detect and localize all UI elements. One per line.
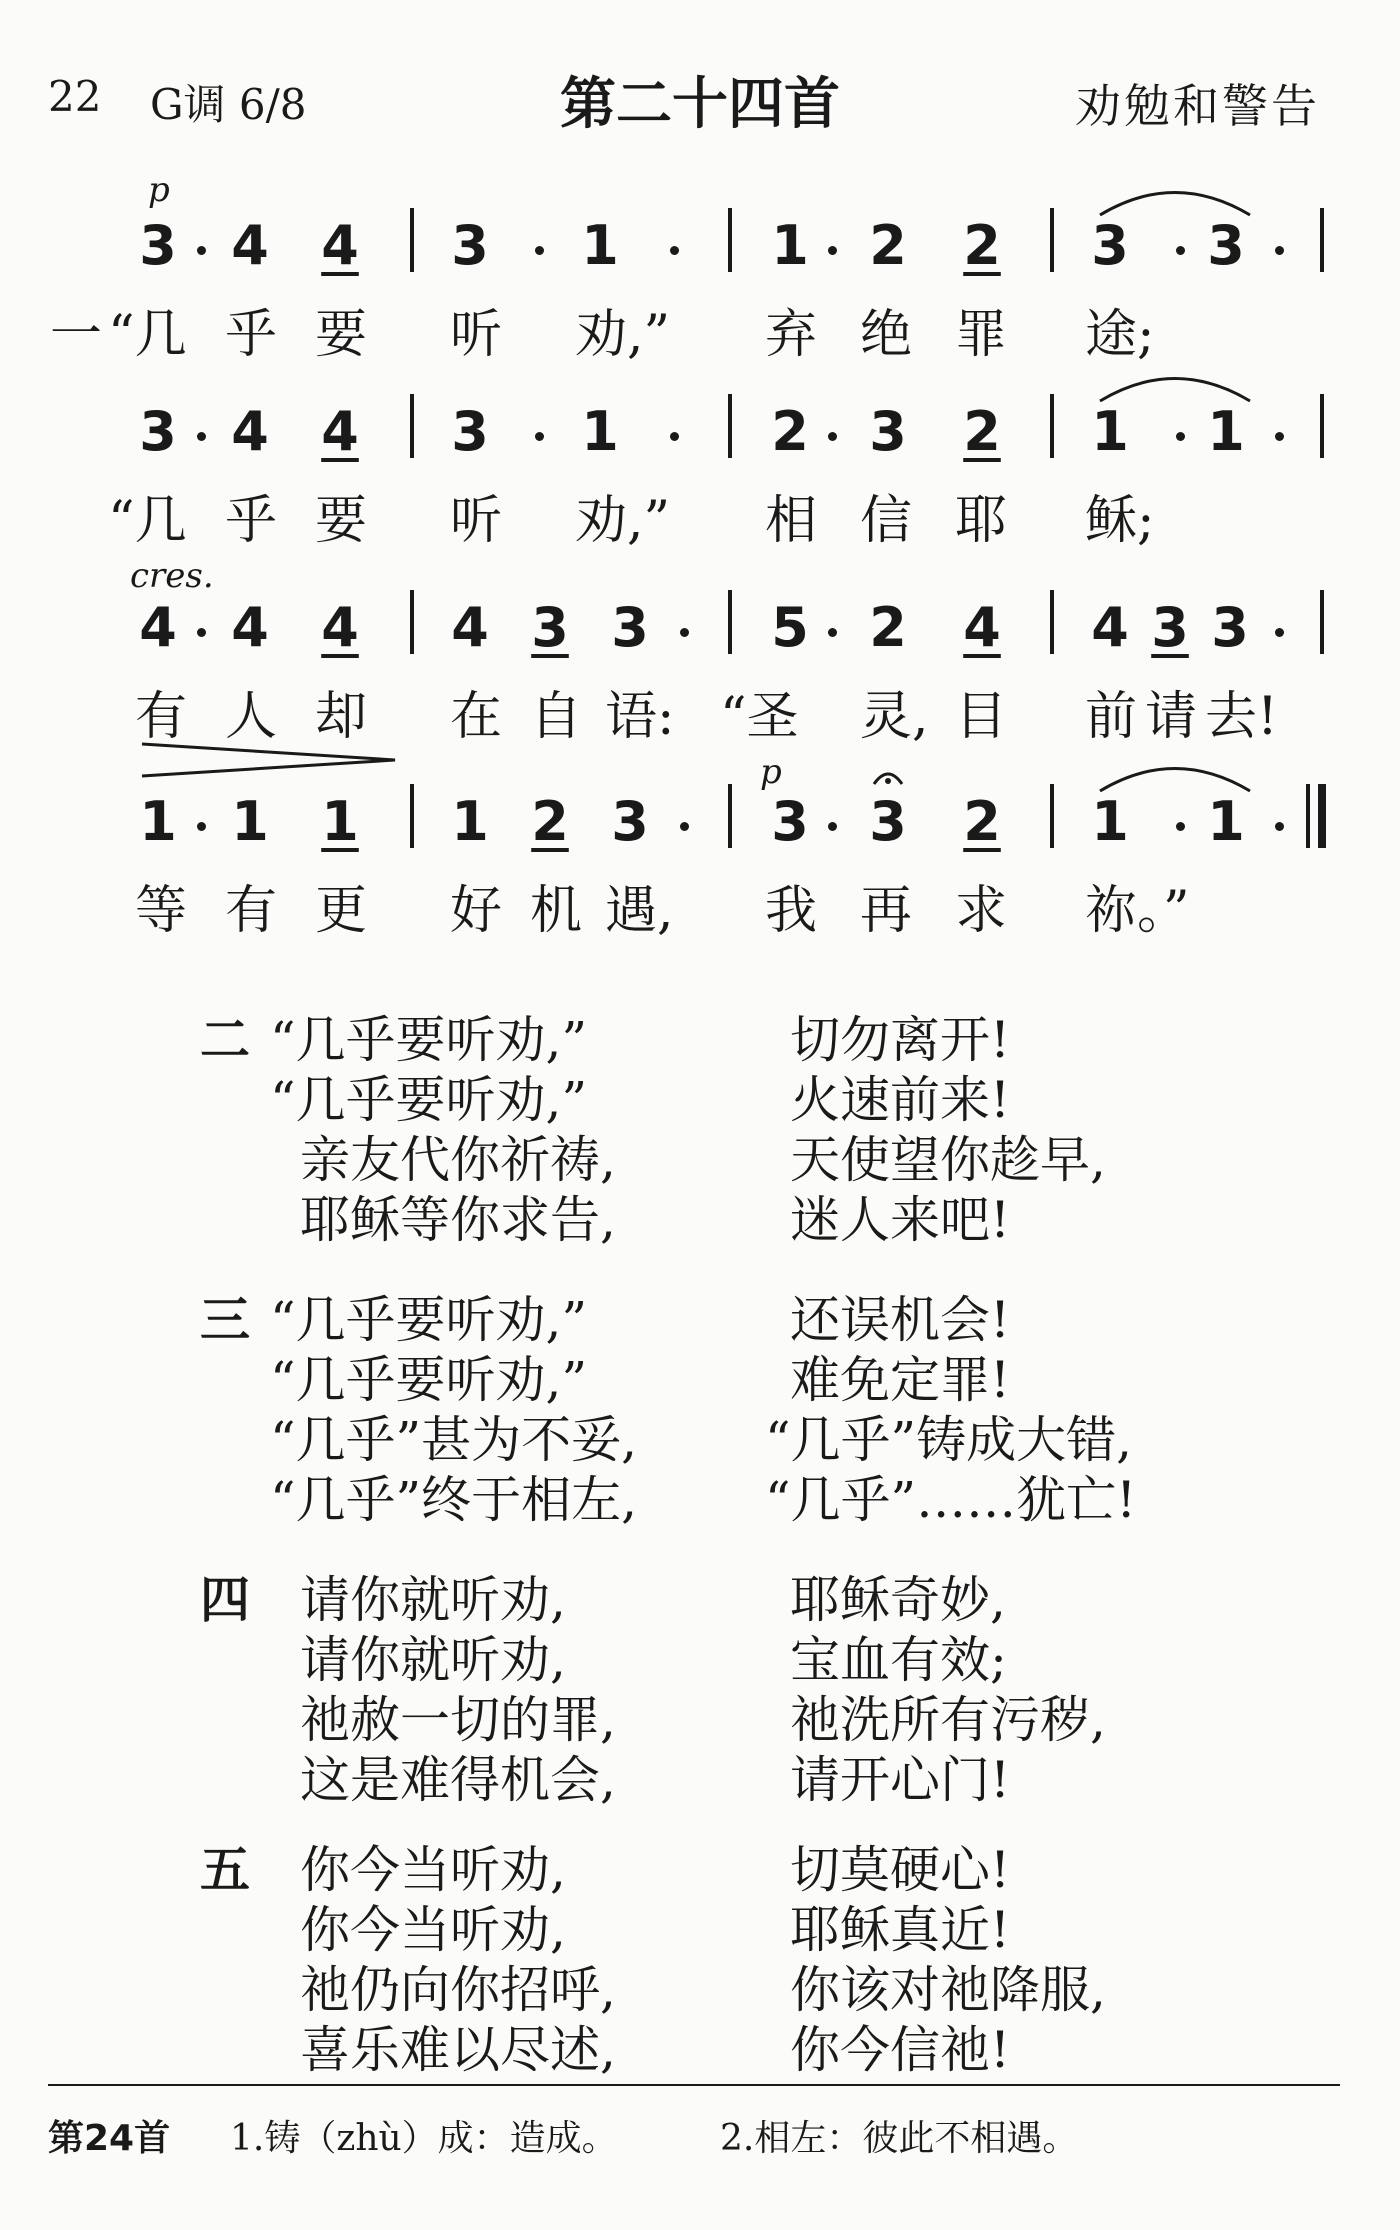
- barline: [410, 590, 414, 654]
- decrescendo-hairpin: [140, 740, 400, 780]
- dot: [197, 822, 206, 831]
- verse-line: 祂仍向你招呼,: [300, 1961, 616, 2019]
- note: 3: [771, 790, 809, 853]
- score: [0, 0, 1400, 940]
- note: 3: [1091, 214, 1129, 277]
- key-and-time-signature: G调 6/8: [150, 80, 307, 129]
- lyric: 请: [1145, 687, 1198, 747]
- verse-line: 你今信祂!: [790, 2021, 1011, 2079]
- final-barline-thin: [1306, 784, 1310, 848]
- lyric: 前: [1085, 687, 1138, 747]
- verse-line: 天使望你趁早,: [790, 1131, 1106, 1189]
- note: 3: [451, 400, 489, 463]
- lyric: 机: [530, 881, 583, 941]
- lyric: 目: [955, 687, 1008, 747]
- verse-line: 这是难得机会,: [300, 1751, 616, 1809]
- page-number: 22: [48, 72, 102, 121]
- verse-line: “几乎要听劝,”: [270, 1291, 588, 1349]
- dot: [197, 628, 206, 637]
- lyric: 弃: [765, 305, 818, 365]
- note: 2: [869, 214, 907, 277]
- lyric: 却: [315, 687, 368, 747]
- lyric: 罪: [955, 305, 1008, 365]
- dot: [1176, 432, 1185, 441]
- lyric: 有: [135, 687, 188, 747]
- verse-line: 你今当听劝,: [300, 1901, 566, 1959]
- verse-number: 一: [50, 305, 103, 365]
- note: 3: [531, 596, 569, 659]
- lyric: 自: [530, 687, 583, 747]
- dot: [1275, 822, 1284, 831]
- lyric: “几: [108, 305, 187, 365]
- verse-line: “几乎要听劝,”: [270, 1011, 588, 1069]
- note: 2: [963, 790, 1001, 853]
- lyric: 灵,: [860, 687, 929, 747]
- lyric: 去!: [1205, 687, 1278, 747]
- song-category: 劝勉和警告: [1075, 79, 1320, 133]
- note: 2: [771, 400, 809, 463]
- note: 3: [869, 790, 907, 853]
- dot: [670, 432, 679, 441]
- note: 1: [1207, 790, 1245, 853]
- barline: [1320, 394, 1324, 458]
- verse-number: 四: [200, 1570, 250, 1629]
- note: 1: [1207, 400, 1245, 463]
- verse-line: 你该对祂降服,: [790, 1961, 1106, 2019]
- barline: [1050, 208, 1054, 272]
- lyric: 稣;: [1085, 491, 1155, 551]
- note: 4: [231, 400, 269, 463]
- dot: [535, 246, 544, 255]
- note: 1: [771, 214, 809, 277]
- lyric: 要: [315, 491, 368, 551]
- note: 4: [231, 596, 269, 659]
- dot: [1275, 628, 1284, 637]
- note: 3: [611, 596, 649, 659]
- verse-number: 二: [200, 1010, 250, 1069]
- barline: [728, 394, 732, 458]
- lyric: 好: [450, 881, 503, 941]
- note: 4: [139, 596, 177, 659]
- dot: [828, 628, 837, 637]
- verse-number: 五: [200, 1840, 250, 1899]
- verse-line: 宝血有效;: [790, 1631, 1007, 1689]
- dot: [680, 822, 689, 831]
- verse-line: 切勿离开!: [790, 1011, 1011, 1069]
- note: 4: [231, 214, 269, 277]
- footnote-2: 2.相左：彼此不相遇。: [720, 2118, 1079, 2159]
- note: 4: [321, 596, 359, 659]
- lyric: 劝,”: [575, 305, 671, 365]
- verse-line: “几乎”甚为不妥,: [270, 1411, 638, 1469]
- note: 1: [321, 790, 359, 853]
- verse-line: 亲友代你祈祷,: [300, 1131, 616, 1189]
- verse-line: “几乎”……犹亡!: [765, 1471, 1137, 1529]
- dot: [197, 246, 206, 255]
- lyric: 听: [450, 305, 503, 365]
- note: 3: [869, 400, 907, 463]
- note: 3: [139, 214, 177, 277]
- verse-line: 难免定罪!: [790, 1351, 1011, 1409]
- dot: [1176, 822, 1185, 831]
- note: 4: [1091, 596, 1129, 659]
- lyric: 乎: [225, 491, 278, 551]
- lyric: 求: [955, 881, 1008, 941]
- lyric: 劝,”: [575, 491, 671, 551]
- note: 2: [963, 214, 1001, 277]
- barline: [728, 590, 732, 654]
- verse-line: 耶稣等你求告,: [300, 1191, 616, 1249]
- lyric: 耶: [955, 491, 1008, 551]
- note: 3: [1151, 596, 1189, 659]
- dot: [197, 432, 206, 441]
- dynamic-piano-2: p: [760, 752, 782, 792]
- dot: [670, 246, 679, 255]
- footnote-1: 1.铸（zhù）成：造成。: [230, 2118, 618, 2159]
- lyric: 乎: [225, 305, 278, 365]
- lyric: 绝: [860, 305, 913, 365]
- note: 1: [581, 400, 619, 463]
- lyric: 我: [765, 881, 818, 941]
- song-title: 第二十四首: [560, 72, 840, 137]
- note: 1: [139, 790, 177, 853]
- verse-line: 请开心门!: [790, 1751, 1011, 1809]
- verse-line: 请你就听劝,: [300, 1631, 566, 1689]
- barline: [410, 394, 414, 458]
- slur: [1095, 756, 1255, 796]
- barline: [728, 208, 732, 272]
- note: 3: [1211, 596, 1249, 659]
- note: 5: [771, 596, 809, 659]
- verse-line: 迷人来吧!: [790, 1191, 1011, 1249]
- lyric: 途;: [1085, 305, 1155, 365]
- note: 2: [963, 400, 1001, 463]
- lyric: 祢。”: [1085, 881, 1190, 941]
- verse-number: 三: [200, 1290, 250, 1349]
- verse-line: “几乎要听劝,”: [270, 1071, 588, 1129]
- lyric: 语:: [605, 687, 675, 747]
- note: 1: [231, 790, 269, 853]
- dynamic-crescendo: cres.: [130, 556, 214, 596]
- note: 4: [321, 400, 359, 463]
- verse-line: 耶稣奇妙,: [790, 1571, 1006, 1629]
- lyric: 信: [860, 491, 913, 551]
- lyric: 人: [225, 687, 278, 747]
- lyric: 有: [225, 881, 278, 941]
- lyric: “圣: [720, 687, 799, 747]
- lyric: 更: [315, 881, 368, 941]
- note: 3: [139, 400, 177, 463]
- verse-line: “几乎”终于相左,: [270, 1471, 638, 1529]
- verse-line: 你今当听劝,: [300, 1841, 566, 1899]
- verse-line: 切莫硬心!: [790, 1841, 1011, 1899]
- lyric: 等: [135, 881, 188, 941]
- dot: [1275, 432, 1284, 441]
- barline: [410, 208, 414, 272]
- barline: [1320, 590, 1324, 654]
- lyric: “几: [108, 491, 187, 551]
- barline: [1050, 394, 1054, 458]
- barline: [1320, 208, 1324, 272]
- footnote-song-label: 第24首: [48, 2118, 171, 2159]
- dot: [1176, 246, 1185, 255]
- note: 2: [531, 790, 569, 853]
- dot: [828, 246, 837, 255]
- note: 3: [1207, 214, 1245, 277]
- dot: [828, 822, 837, 831]
- note: 4: [451, 596, 489, 659]
- note: 1: [1091, 400, 1129, 463]
- verse-line: 火速前来!: [790, 1071, 1011, 1129]
- verse-line: “几乎”铸成大错,: [765, 1411, 1133, 1469]
- note: 4: [963, 596, 1001, 659]
- dot: [828, 432, 837, 441]
- lyric: 在: [450, 687, 503, 747]
- barline: [1050, 590, 1054, 654]
- barline: [1050, 784, 1054, 848]
- fermata-icon: [868, 764, 908, 788]
- note: 4: [321, 214, 359, 277]
- note: 1: [581, 214, 619, 277]
- footnote-divider: [48, 2084, 1340, 2086]
- lyric: 相: [765, 491, 818, 551]
- note: 3: [611, 790, 649, 853]
- barline: [410, 784, 414, 848]
- note: 2: [869, 596, 907, 659]
- note: 1: [451, 790, 489, 853]
- final-barline-thick: [1318, 784, 1326, 848]
- verse-line: 喜乐难以尽述,: [300, 2021, 616, 2079]
- verse-line: 耶稣真近!: [790, 1901, 1011, 1959]
- dot: [680, 628, 689, 637]
- verse-line: 祂赦一切的罪,: [300, 1691, 616, 1749]
- note: 3: [451, 214, 489, 277]
- note: 1: [1091, 790, 1129, 853]
- verse-line: 还误机会!: [790, 1291, 1011, 1349]
- lyric: 听: [450, 491, 503, 551]
- verse-line: 祂洗所有污秽,: [790, 1691, 1106, 1749]
- slur: [1095, 180, 1255, 220]
- dot: [1275, 246, 1284, 255]
- lyric: 再: [860, 881, 913, 941]
- lyric: 要: [315, 305, 368, 365]
- dot: [535, 432, 544, 441]
- barline: [728, 784, 732, 848]
- slur: [1095, 366, 1255, 406]
- lyric: 遇,: [605, 881, 674, 941]
- verse-line: 请你就听劝,: [300, 1571, 566, 1629]
- dynamic-piano-1: p: [148, 170, 170, 210]
- verse-line: “几乎要听劝,”: [270, 1351, 588, 1409]
